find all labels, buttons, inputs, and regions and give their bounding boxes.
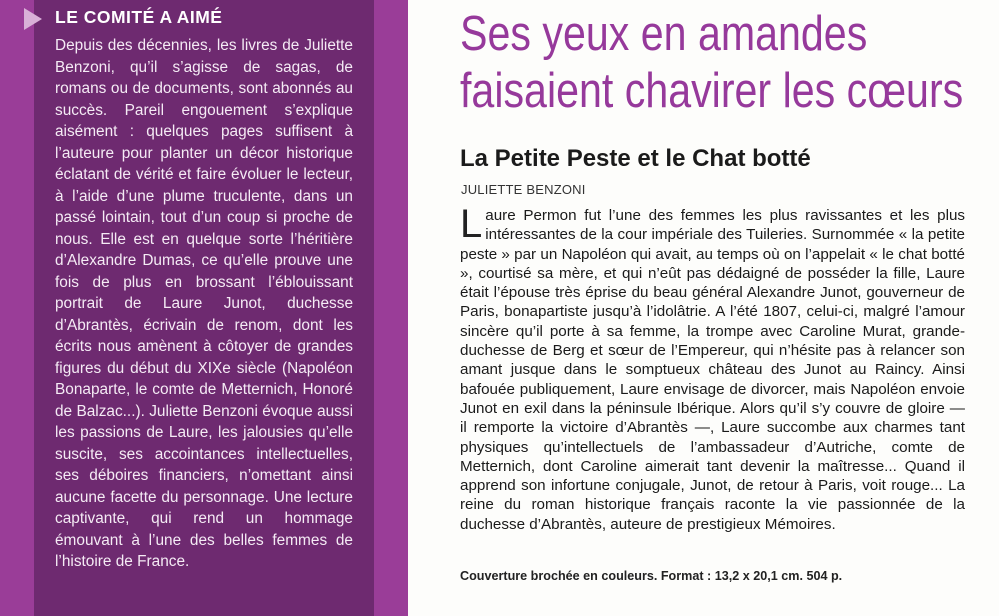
article-body bbox=[460, 202, 965, 534]
headline bbox=[460, 6, 964, 120]
book-format-caption: Couverture brochée en couleurs. Format : 13,2 x 20,1 cm. 504 p. bbox=[460, 569, 843, 583]
drop-cap: L bbox=[460, 202, 483, 246]
sidebar-kicker: LE COMITÉ A AIMÉ bbox=[55, 7, 223, 27]
play-arrow-icon bbox=[24, 8, 42, 30]
headline-line-2: faisaient chavirer les cœurs bbox=[460, 64, 964, 118]
sidebar-review-text: Depuis des décennies, les livres de Juliette Benzoni, qu’il s’agisse de sagas, de romans ou de documents, sont abonnés au succès. Pareil engouement s’explique aisément : quelques pages suffisent à l’auteure pour planter un décor historique éclatant de vérité et faire évoluer le lecteur, à l’aide d’une plume truculente, dans un passé lointain, tout d’un coup si proche de nous. Elle est en quelque sorte l’héritière d’Alexandre Dumas, ce qu’elle prouve une fois de plus en brossant l’éblouissant portrait de Laure Junot, duchesse d’Abrantès, écrivain de renom, dont les écrits nous amènent à côtoyer de grandes figures du début du XIXe siècle (Napoléon Bonaparte, le comte de Metternich, Honoré de Balzac...). Juliette Benzoni évoque aussi les passions de Laure, les jalousies qu’elle suscite, ses accointances intellectuelles, ses déboires financiers, n’omettant ainsi aucune facette du personnage. Une lecture captivante, qui rend un hommage émouvant à l’une des belles femmes de l’histoire de France. bbox=[55, 37, 353, 570]
article-body-text: aure Permon fut l’une des femmes les plus ravissantes et les plus intéressantes de la cour impériale des Tuileries. Surnommée « la petite peste » par un Napoléon qui avait, au temps où on l’appelait « le chat botté », courtisé sa mère, et qui n’eût pas dédaigné de posséder la fille, Laure était l’épouse très éprise du beau général Alexandre Junot, gouverneur de Paris, bonapartiste jusqu’à l’idolâtrie. A l’été 1807, celui-ci, malgré l’amour sincère qu’il porte à sa femme, la trompe avec Caroline Murat, grande-duchesse de Berg et sœur de l’Empereur, qui n’hésite pas à relancer son amant jusque dans le somptueux château des Junot au Raincy. Ainsi bafouée publiquement, Laure envisage de divorcer, mais Napoléon envoie Junot en exil dans la péninsule Ibérique. Alors qu’il s’y couvre de gloire — il remporte la victoire d’Abrantès —, Laure succombe aux charmes tant physiques qu’intellectuels de l’ambassadeur d’Autriche, comte de Metternich, dont Caroline aimerait tant devenir la maîtresse... Quand il apprend son infortune conjugale, Junot, de retour à Paris, voit rouge... La reine du roman historique français raconte la vie passionnée de la duchesse d’Abrantès, auteure de prestigieux Mémoires. bbox=[460, 207, 965, 533]
headline-line-1: Ses yeux en amandes bbox=[460, 7, 868, 61]
book-title: La Petite Peste et le Chat botté bbox=[460, 145, 811, 172]
book-author: JULIETTE BENZONI bbox=[461, 182, 586, 197]
sidebar-panel bbox=[0, 0, 408, 616]
